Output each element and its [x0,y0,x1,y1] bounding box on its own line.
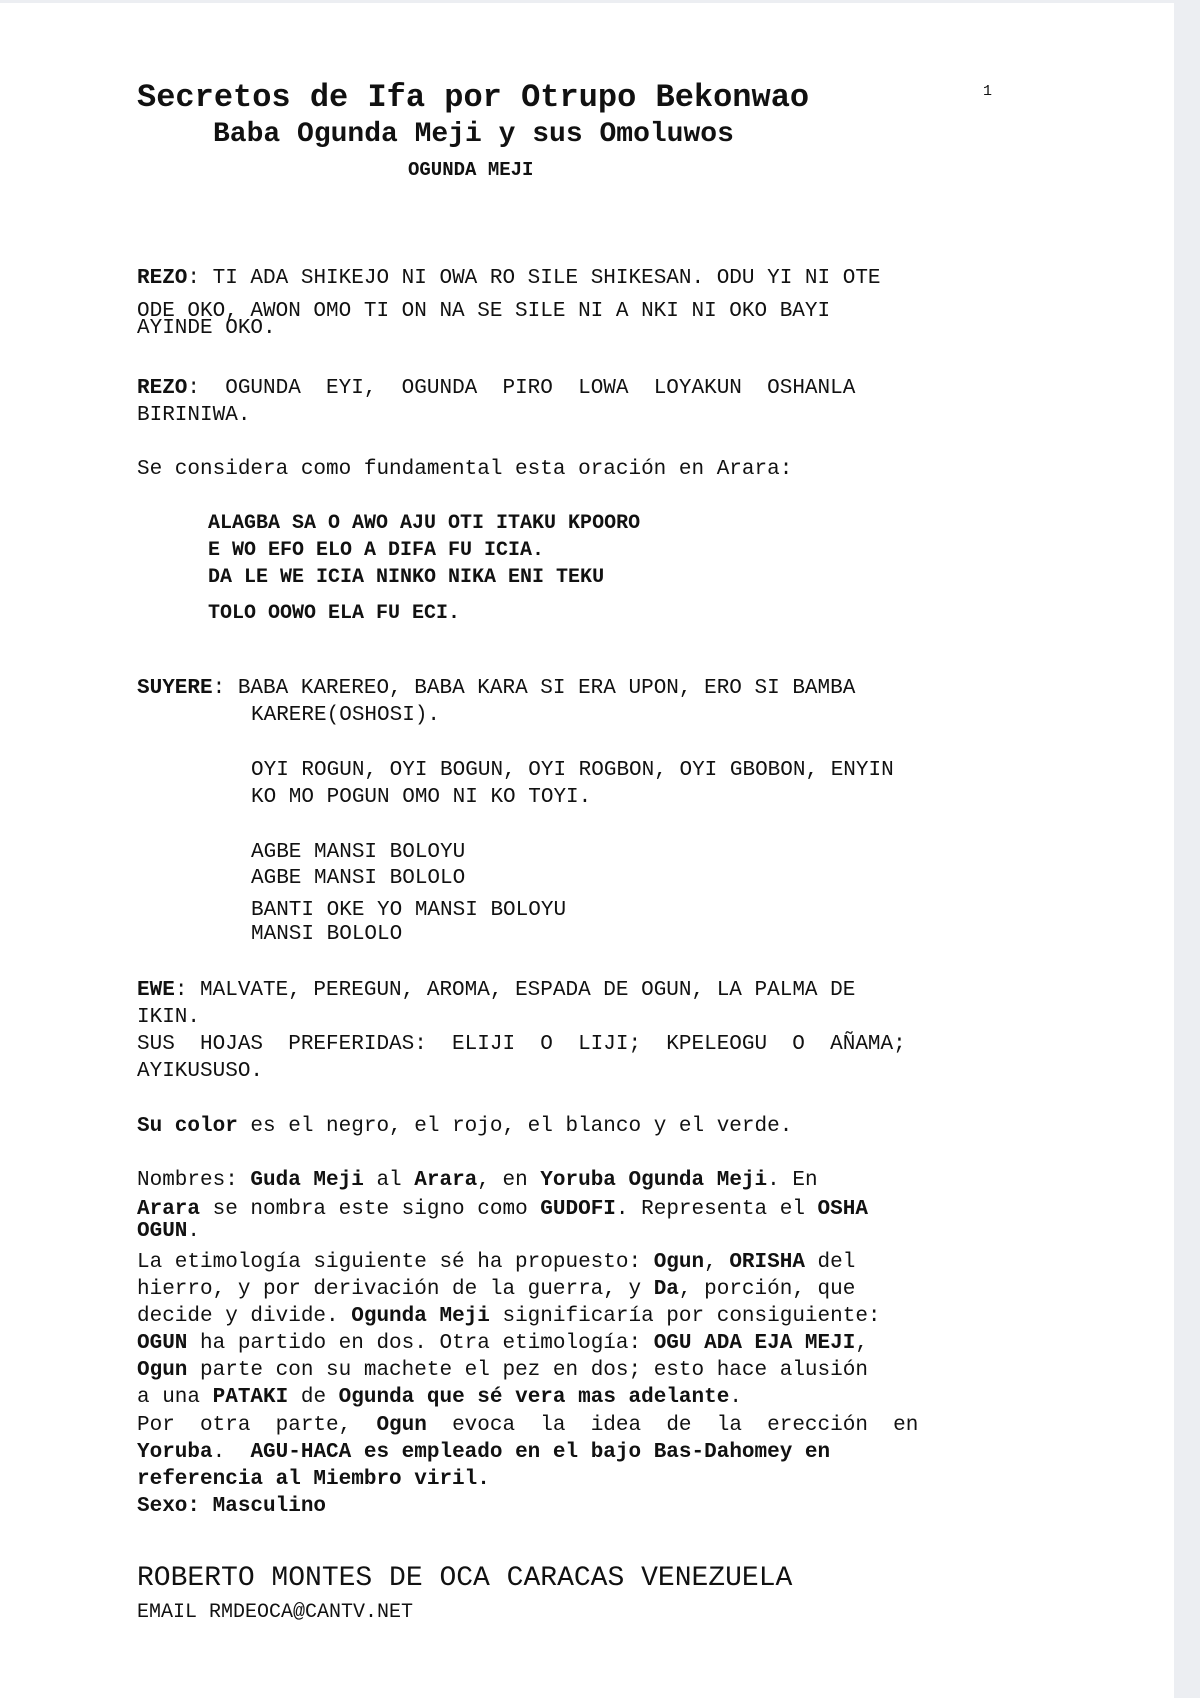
suyere-text: : BABA KAREREO, BABA KARA SI ERA UPON, ERO SI BAMBA [212,677,856,700]
color-paragraph [137,1113,993,1140]
author-name: ROBERTO MONTES DE OCA CARACAS VENEZUELA [137,1563,793,1594]
text-run: , en [477,1169,541,1192]
text-run: . [187,1220,201,1243]
rezo-paragraph-1 [137,265,993,340]
suyere-heading [137,675,993,702]
suyere-line: BANTI OKE YO MANSI BOLOYU [251,899,567,922]
arara-intro: Se considera como fundamental esta oración en Arara: [137,458,793,481]
text-run: parte con su machete el pez en dos; esto hace alusión [187,1359,868,1382]
page-number: 1 [983,83,993,100]
prayer-line: ALAGBA SA O AWO AJU OTI ITAKU KPOORO [208,512,641,535]
color-label: Su color [137,1115,238,1138]
suyere-line: KO MO POGUN OMO NI KO TOYI. [251,786,592,809]
bold-run: Ogunda Meji [351,1305,490,1328]
rezo-text: : OGUNDA EYI, OGUNDA PIRO LOWA LOYAKUN OSHANLA [187,377,856,400]
document-page [0,3,1174,1698]
text-run: al [363,1169,415,1192]
bold-run: Guda Meji [250,1169,364,1192]
suyere-line: MANSI BOLOLO [251,923,403,946]
document-title: Secretos de Ifa por Otrupo Bekonwao [137,79,810,116]
bold-run: Ogun [137,1359,188,1382]
text-run: . [729,1386,742,1409]
bold-run: Ogun [653,1251,705,1274]
bold-run: OGUN [137,1220,188,1243]
text-run: hierro, y por derivación de la guerra, y [137,1278,654,1301]
bold-run: AGU-HACA es empleado en el bajo Bas-Dahomey en [250,1441,831,1464]
text-run: significaría por consiguiente: [489,1305,881,1328]
text-run: del [804,1251,856,1274]
text-run: , [704,1251,730,1274]
text-run: evoca la idea de la erección en [426,1414,919,1437]
text-run: Nombres: [137,1169,251,1192]
suyere-line: AGBE MANSI BOLOYU [251,841,466,864]
rezo-paragraph-2 [137,375,993,429]
bold-run: OGUN [137,1332,188,1355]
suyere-line: AGBE MANSI BOLOLO [251,867,466,890]
text-run: . [212,1441,251,1464]
suyere-line: KARERE(OSHOSI). [251,704,441,727]
bold-run: referencia al Miembro viril. [137,1468,490,1491]
scrollbar-track[interactable] [1174,0,1200,1698]
ewe-text: : MALVATE, PEREGUN, AROMA, ESPADA DE OGUN, LA PALMA DE [174,979,856,1002]
suyere-line: OYI ROGUN, OYI BOGUN, OYI ROGBON, OYI GBOBON, ENYIN [251,759,894,782]
prayer-line: TOLO OOWO ELA FU ECI. [208,602,461,625]
text-run: se nombra este signo como [200,1198,541,1221]
sexo-line: Sexo: Masculino [137,1495,327,1518]
rezo-label: REZO [137,267,188,290]
bold-run: Yoruba Ogunda Meji [540,1169,768,1192]
text-run: , porción, que [678,1278,856,1301]
ewe-text: IKIN. [137,1006,201,1029]
prayer-line: E WO EFO ELO A DIFA FU ICIA. [208,539,545,562]
prayer-line: DA LE WE ICIA NINKO NIKA ENI TEKU [208,566,605,589]
bold-run: Arara [414,1169,478,1192]
bold-run: OSHA [817,1198,868,1221]
document-subtitle: Baba Ogunda Meji y sus Omoluwos [213,119,734,150]
text-run: a una [137,1386,213,1409]
rezo-text: AYINDE OKO. [137,317,276,340]
text-run: , [855,1332,868,1355]
bold-run: Yoruba [137,1441,213,1464]
color-text: es el negro, el rojo, el blanco y el verde. [237,1115,793,1138]
text-run: La etimología siguiente sé ha propuesto: [137,1251,654,1274]
rezo-text: ODE OKO, AWON OMO TI ON NA SE SILE NI A NKI NI OKO BAYI [137,300,831,323]
ewe-paragraph [137,977,993,1085]
text-run: de [288,1386,339,1409]
text-run: . En [767,1169,818,1192]
nombres-paragraph [137,1167,993,1242]
ewe-text: AYIKUSUSO. [137,1060,264,1083]
sign-name: OGUNDA MEJI [408,159,534,181]
author-email: EMAIL RMDEOCA@CANTV.NET [137,1601,414,1624]
etimologia-paragraph [137,1249,993,1411]
text-run: ha partido en dos. Otra etimología: [187,1332,654,1355]
text-run: Por otra parte, [137,1414,377,1437]
bold-run: OGU ADA EJA MEJI [653,1332,856,1355]
bold-run: Ogun [376,1414,427,1437]
bold-run: Arara [137,1198,201,1221]
ewe-text: SUS HOJAS PREFERIDAS: ELIJI O LIJI; KPELEOGU O AÑAMA; [137,1033,906,1056]
ewe-label: EWE [137,979,175,1002]
rezo-text: BIRINIWA. [137,404,251,427]
suyere-label: SUYERE [137,677,213,700]
rezo-label: REZO [137,377,188,400]
bold-run: PATAKI [212,1386,289,1409]
bold-run: ORISHA [729,1251,805,1274]
rezo-text: : TI ADA SHIKEJO NI OWA RO SILE SHIKESAN. ODU YI NI OTE [187,267,881,290]
text-run: decide y divide. [137,1305,352,1328]
bold-run: Da [653,1278,679,1301]
bold-run: Ogunda que sé vera mas adelante [338,1386,730,1409]
bold-run: GUDOFI [540,1198,616,1221]
text-run: . Representa el [615,1198,818,1221]
ereccion-paragraph [137,1412,993,1520]
